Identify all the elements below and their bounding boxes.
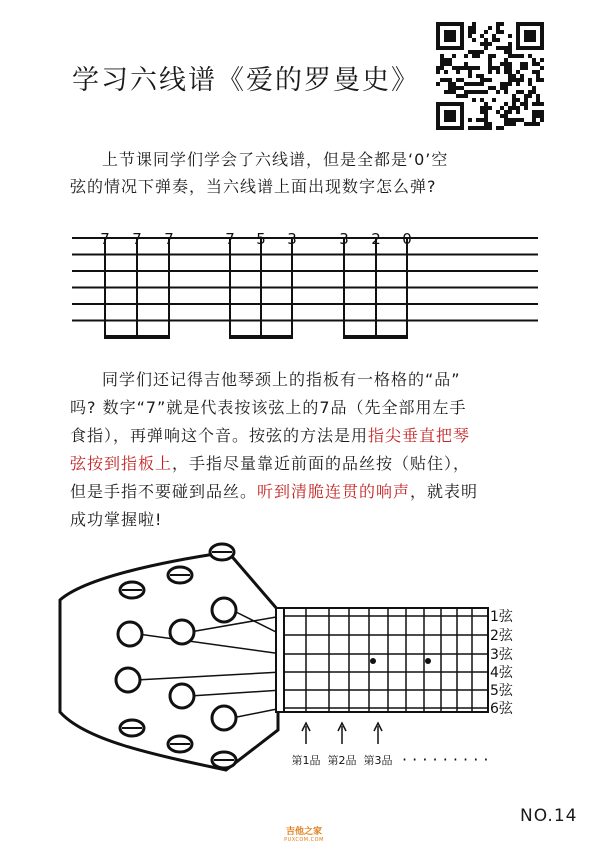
qr-module	[436, 66, 440, 70]
qr-module	[504, 70, 508, 74]
qr-module	[508, 50, 512, 54]
qr-module	[504, 118, 508, 122]
qr-module	[520, 90, 524, 94]
qr-module	[464, 66, 468, 70]
site-logo	[274, 824, 334, 843]
tab-number: 5	[256, 230, 266, 248]
qr-module	[504, 66, 508, 70]
qr-module	[504, 86, 508, 90]
qr-module	[476, 50, 480, 54]
body-line-2: 吗? 数字“7”就是代表按该弦上的7品（先全部用左手	[70, 398, 467, 417]
qr-module	[452, 54, 456, 58]
qr-module	[456, 66, 460, 70]
qr-module	[476, 118, 480, 122]
qr-module	[460, 94, 464, 98]
headstock	[60, 552, 278, 770]
tab-number: 7	[132, 230, 142, 248]
tab-number: 7	[225, 230, 235, 248]
qr-module	[508, 70, 512, 74]
qr-module	[484, 106, 488, 110]
string-label: 1弦	[490, 609, 513, 625]
qr-module	[488, 62, 492, 66]
fret-inlay-dot	[370, 658, 376, 664]
qr-module	[468, 66, 472, 70]
qr-module	[472, 98, 476, 102]
qr-module	[472, 82, 476, 86]
qr-code	[436, 22, 544, 130]
qr-module	[532, 90, 536, 94]
qr-module	[520, 74, 524, 78]
qr-module	[468, 70, 472, 74]
qr-module	[476, 66, 480, 70]
qr-module	[500, 106, 504, 110]
qr-module	[440, 78, 444, 82]
qr-module	[452, 90, 456, 94]
qr-module	[500, 126, 504, 130]
fret-label: 第1品	[291, 754, 321, 767]
qr-module	[524, 66, 528, 70]
qr-module	[484, 38, 488, 42]
qr-module	[492, 98, 496, 102]
qr-module	[520, 118, 524, 122]
qr-module	[476, 54, 480, 58]
qr-module	[504, 46, 508, 50]
qr-module	[520, 78, 524, 82]
qr-module	[516, 106, 520, 110]
qr-module	[444, 70, 448, 74]
qr-module	[440, 54, 444, 58]
qr-module	[468, 126, 472, 130]
qr-module	[472, 54, 476, 58]
qr-module	[492, 34, 496, 38]
qr-module	[480, 126, 484, 130]
body-text: ，手指尽量靠近前面的品丝按（贴住），	[172, 454, 471, 473]
qr-module	[496, 26, 500, 30]
qr-module	[456, 86, 460, 90]
fret-inlay-dot	[425, 658, 431, 664]
qr-module	[496, 38, 500, 42]
tuner-post	[212, 598, 236, 622]
qr-module	[488, 26, 492, 30]
qr-module	[524, 62, 528, 66]
qr-module	[488, 126, 492, 130]
qr-module	[492, 38, 496, 42]
qr-module	[440, 58, 444, 62]
qr-module	[508, 106, 512, 110]
fret-label: 第2品	[327, 754, 357, 767]
qr-module	[464, 90, 468, 94]
qr-module	[496, 70, 500, 74]
qr-module	[512, 106, 516, 110]
qr-finder-center	[524, 30, 536, 42]
qr-module	[444, 78, 448, 82]
qr-module	[492, 54, 496, 58]
qr-module	[536, 114, 540, 118]
qr-module	[532, 86, 536, 90]
qr-module	[448, 86, 452, 90]
qr-module	[504, 82, 508, 86]
qr-module	[468, 50, 472, 54]
qr-module	[532, 62, 536, 66]
fret-arrows	[302, 723, 382, 744]
tab-number: 0	[402, 230, 412, 248]
qr-module	[524, 106, 528, 110]
qr-module	[516, 98, 520, 102]
qr-module	[532, 58, 536, 62]
qr-module	[536, 70, 540, 74]
qr-module	[480, 42, 484, 46]
qr-module	[516, 110, 520, 114]
fret-label: 第3品	[363, 754, 393, 767]
qr-module	[472, 50, 476, 54]
qr-module	[472, 66, 476, 70]
qr-module	[480, 78, 484, 82]
qr-module	[532, 102, 536, 106]
qr-module	[516, 90, 520, 94]
qr-module	[504, 122, 508, 126]
qr-module	[512, 74, 516, 78]
qr-module	[464, 82, 468, 86]
body-text: ，就表明	[410, 482, 479, 501]
intro-paragraph	[70, 146, 560, 200]
qr-module	[472, 30, 476, 34]
qr-module	[448, 90, 452, 94]
qr-module	[500, 82, 504, 86]
qr-module	[464, 62, 468, 66]
qr-module	[448, 82, 452, 86]
qr-module	[528, 122, 532, 126]
fret-labels	[292, 754, 393, 767]
qr-module	[468, 30, 472, 34]
qr-module	[440, 62, 444, 66]
qr-module	[488, 122, 492, 126]
highlight-text: 弦按到指板上	[70, 454, 173, 473]
qr-module	[488, 54, 492, 58]
qr-module	[536, 102, 540, 106]
qr-module	[512, 98, 516, 102]
qr-module	[444, 62, 448, 66]
fretboard	[276, 608, 488, 712]
qr-module	[508, 42, 512, 46]
page-number: NO.14	[520, 806, 578, 826]
qr-module	[480, 118, 484, 122]
qr-module	[472, 22, 476, 26]
qr-module	[500, 62, 504, 66]
fret-ellipsis: · · · · · · · · ·	[402, 750, 489, 769]
qr-module	[532, 122, 536, 126]
qr-module	[468, 82, 472, 86]
qr-module	[536, 122, 540, 126]
body-line-6: 成功掌握啦!	[70, 510, 163, 529]
qr-module	[520, 62, 524, 66]
qr-module	[536, 98, 540, 102]
tuner-post	[212, 706, 236, 730]
qr-module	[468, 74, 472, 78]
qr-module	[504, 50, 508, 54]
qr-module	[504, 58, 508, 62]
qr-module	[464, 94, 468, 98]
qr-module	[524, 98, 528, 102]
qr-module	[504, 90, 508, 94]
qr-module	[488, 106, 492, 110]
qr-module	[496, 110, 500, 114]
logo-url: PUXCOM.COM	[284, 837, 324, 843]
logo-text: 吉他之家	[285, 827, 322, 837]
qr-module	[528, 90, 532, 94]
page-title: 学习六线谱《爱的罗曼史》	[72, 65, 420, 96]
qr-module	[488, 70, 492, 74]
qr-module	[476, 74, 480, 78]
qr-module	[484, 42, 488, 46]
qr-module	[484, 78, 488, 82]
qr-module	[540, 58, 544, 62]
body-line-3	[70, 422, 560, 450]
body-paragraph	[70, 366, 560, 534]
qr-module	[460, 86, 464, 90]
qr-module	[504, 62, 508, 66]
qr-module	[456, 94, 460, 98]
qr-module	[484, 122, 488, 126]
qr-module	[488, 66, 492, 70]
qr-module	[496, 46, 500, 50]
guitar-neck-diagram	[0, 540, 600, 780]
qr-module	[488, 58, 492, 62]
qr-module	[512, 94, 516, 98]
tab-staff	[0, 220, 600, 345]
qr-module	[480, 34, 484, 38]
highlight-text: 指尖垂直把琴	[368, 426, 471, 445]
qr-module	[448, 58, 452, 62]
qr-module	[496, 30, 500, 34]
qr-module	[496, 22, 500, 26]
qr-module	[508, 66, 512, 70]
qr-module	[524, 94, 528, 98]
qr-module	[508, 34, 512, 38]
qr-module	[528, 82, 532, 86]
qr-module	[524, 102, 528, 106]
qr-module	[524, 122, 528, 126]
tab-number: 3	[287, 230, 297, 248]
tab-number: 7	[100, 230, 110, 248]
qr-module	[480, 90, 484, 94]
qr-module	[452, 82, 456, 86]
qr-module	[508, 74, 512, 78]
qr-module	[468, 26, 472, 30]
tuner-post	[170, 684, 194, 708]
body-line-5	[70, 478, 560, 506]
string-label: 6弦	[490, 701, 513, 717]
qr-module	[472, 126, 476, 130]
qr-module	[460, 66, 464, 70]
qr-module	[500, 114, 504, 118]
body-line-4	[70, 450, 560, 478]
string-label: 4弦	[490, 665, 513, 681]
qr-module	[516, 82, 520, 86]
qr-module	[492, 66, 496, 70]
tab-number: 3	[339, 230, 349, 248]
qr-module	[436, 82, 440, 86]
qr-module	[536, 110, 540, 114]
qr-module	[496, 66, 500, 70]
qr-module	[540, 110, 544, 114]
qr-module	[504, 110, 508, 114]
qr-module	[508, 122, 512, 126]
tuner-post	[116, 668, 140, 692]
qr-module	[532, 110, 536, 114]
qr-module	[528, 94, 532, 98]
intro-line-2: 弦的情况下弹奏，当六线谱上面出现数字怎么弹?	[70, 177, 437, 196]
qr-module	[452, 66, 456, 70]
qr-module	[516, 54, 520, 58]
qr-module	[508, 82, 512, 86]
qr-module	[540, 118, 544, 122]
qr-module	[508, 62, 512, 66]
qr-module	[464, 54, 468, 58]
qr-module	[512, 78, 516, 82]
qr-module	[540, 66, 544, 70]
qr-module	[508, 54, 512, 58]
qr-module	[508, 118, 512, 122]
string-label: 5弦	[490, 683, 513, 699]
qr-module	[484, 110, 488, 114]
body-text: 食指），再弹响这个音。按弦的方法是用	[70, 426, 369, 445]
qr-module	[488, 42, 492, 46]
qr-module	[520, 54, 524, 58]
qr-module	[448, 78, 452, 82]
qr-module	[480, 110, 484, 114]
qr-module	[476, 126, 480, 130]
qr-module	[484, 90, 488, 94]
qr-module	[504, 114, 508, 118]
qr-module	[500, 30, 504, 34]
tuner-post	[118, 622, 142, 646]
qr-module	[528, 78, 532, 82]
qr-module	[484, 126, 488, 130]
qr-module	[496, 90, 500, 94]
qr-module	[536, 94, 540, 98]
highlight-text: 听到清脆连贯的响声	[257, 482, 411, 501]
qr-module	[516, 70, 520, 74]
qr-module	[488, 86, 492, 90]
qr-module	[500, 86, 504, 90]
qr-module	[484, 30, 488, 34]
qr-module	[472, 90, 476, 94]
qr-module	[444, 58, 448, 62]
body-text: 但是手指不要碰到品丝。	[70, 482, 258, 501]
qr-finder-center	[444, 110, 456, 122]
qr-module	[504, 102, 508, 106]
qr-module	[484, 114, 488, 118]
qr-module	[488, 78, 492, 82]
qr-module	[436, 70, 440, 74]
tab-number: 2	[371, 230, 381, 248]
tab-number: 7	[164, 230, 174, 248]
qr-module	[484, 118, 488, 122]
qr-module	[508, 46, 512, 50]
qr-module	[540, 114, 544, 118]
qr-module	[456, 70, 460, 74]
qr-module	[532, 118, 536, 122]
intro-line-1: 上节课同学们学会了六线谱，但是全都是‘0’空	[102, 150, 449, 169]
qr-module	[536, 78, 540, 82]
qr-module	[476, 82, 480, 86]
qr-module	[480, 98, 484, 102]
qr-module	[532, 114, 536, 118]
qr-module	[536, 62, 540, 66]
qr-module	[456, 78, 460, 82]
qr-module	[480, 82, 484, 86]
qr-module	[472, 38, 476, 42]
qr-module	[516, 78, 520, 82]
qr-module	[484, 46, 488, 50]
qr-module	[508, 110, 512, 114]
qr-module	[512, 54, 516, 58]
qr-module	[444, 90, 448, 94]
qr-module	[500, 46, 504, 50]
qr-module	[480, 50, 484, 54]
qr-module	[512, 102, 516, 106]
qr-module	[512, 118, 516, 122]
qr-module	[500, 22, 504, 26]
qr-module	[520, 102, 524, 106]
qr-module	[528, 54, 532, 58]
string-label: 3弦	[490, 647, 513, 663]
tab-lines	[72, 238, 538, 321]
qr-module	[532, 70, 536, 74]
qr-module	[484, 102, 488, 106]
qr-module	[516, 118, 520, 122]
qr-module	[496, 126, 500, 130]
qr-module	[452, 86, 456, 90]
qr-module	[468, 34, 472, 38]
qr-module	[480, 106, 484, 110]
qr-module	[520, 66, 524, 70]
qr-module	[540, 78, 544, 82]
qr-module	[440, 66, 444, 70]
body-line-1: 同学们还记得吉他琴颈上的指板有一格格的“品”	[102, 370, 461, 389]
qr-module	[448, 62, 452, 66]
qr-module	[476, 90, 480, 94]
qr-module	[540, 102, 544, 106]
qr-module	[512, 122, 516, 126]
qr-finder-center	[444, 30, 456, 42]
qr-module	[508, 78, 512, 82]
string-labels	[490, 609, 514, 717]
qr-module	[468, 118, 472, 122]
qr-module	[472, 26, 476, 30]
qr-module	[468, 90, 472, 94]
string-label: 2弦	[490, 628, 513, 644]
tuner-post	[170, 620, 194, 644]
qr-module	[460, 78, 464, 82]
qr-module	[536, 74, 540, 78]
qr-module	[492, 86, 496, 90]
qr-module	[480, 74, 484, 78]
